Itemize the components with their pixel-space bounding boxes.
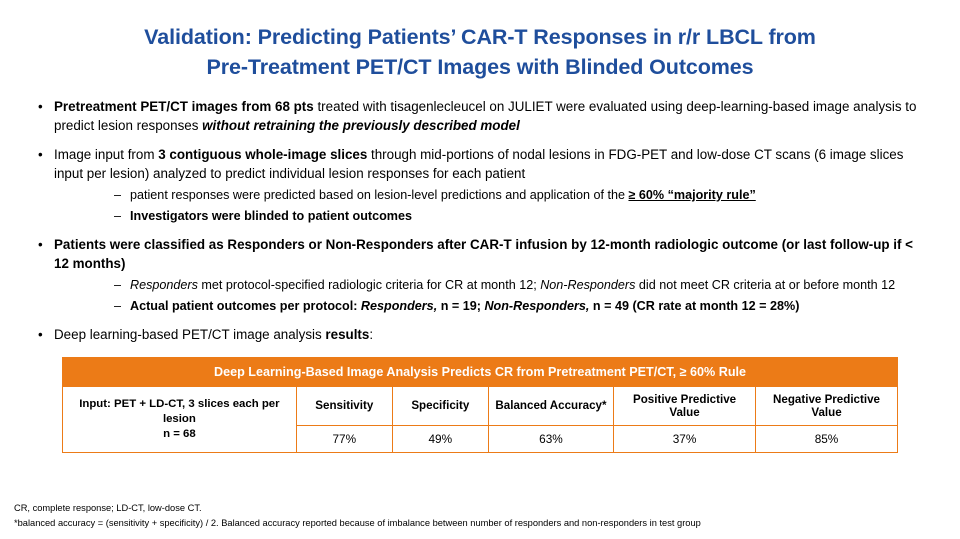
sub-bullet-2-2-text: Investigators were blinded to patient outcomes <box>130 208 413 223</box>
footnote-2: *balanced accuracy = (sensitivity + specificity) / 2. Balanced accuracy reported because of imbalance between number of responders and non-responders in test group <box>14 518 701 528</box>
bullet-item-4 <box>36 326 930 345</box>
sub-3-1-seg-1: Responders <box>130 278 198 292</box>
table-header-specificity: Specificity <box>392 386 488 425</box>
sub-2-1-seg-2: ≥ 60% “majority rule” <box>628 188 756 202</box>
sub-bullet-3-2 <box>114 298 930 316</box>
footnote-1: CR, complete response; LD-CT, low-dose CT. <box>14 503 202 513</box>
dash-glyph: – <box>114 278 122 292</box>
table-header-balanced-accuracy: Balanced Accuracy* <box>488 386 613 425</box>
table-value-sensitivity: 77% <box>296 425 392 452</box>
results-table-wrapper <box>0 357 960 453</box>
bullet-1-seg-3: treated with tisagenlecleucel on JULIET were evaluated using deep-learning-based image analysis to predict lesion responses <box>54 99 917 133</box>
sub-3-2-seg-1: Actual patient outcomes per protocol: <box>130 298 361 313</box>
bullet-item-3 <box>36 236 930 315</box>
sub-bullet-3-1-text <box>130 278 895 292</box>
bullet-1-seg-2: 68 pts <box>275 99 314 114</box>
sub-2-1-seg-1: patient responses were predicted based on lesion-level predictions and application of the <box>130 188 629 202</box>
table-row-label-line1: Input: PET + LD-CT, 3 slices each per lesion <box>79 397 280 425</box>
sub-3-2-seg-4: Non-Responders, <box>484 298 590 313</box>
bullet-text-4 <box>54 327 373 342</box>
bullet-glyph: • <box>38 237 43 252</box>
results-table <box>62 357 898 453</box>
sub-bullet-2-1-text <box>130 188 756 202</box>
table-value-npv: 85% <box>756 425 898 452</box>
sub-bullet-2-1 <box>114 187 930 205</box>
table-banner-row <box>63 357 898 386</box>
sub-bullet-3-2-text <box>130 299 799 313</box>
table-header-ppv: Positive Predictive Value <box>614 386 756 425</box>
sub-bullet-2-2 <box>114 208 930 226</box>
bullet-4-seg-3: : <box>369 327 374 342</box>
title-line-1: Validation: Predicting Patients’ CAR-T Responses in r/r LBCL from <box>144 25 816 49</box>
bullet-list <box>36 98 930 345</box>
body-content <box>0 98 960 345</box>
sub-3-2-seg-5: n = 49 (CR rate at month 12 = 28%) <box>589 298 800 313</box>
bullet-glyph: • <box>38 327 43 342</box>
table-value-specificity: 49% <box>392 425 488 452</box>
bullet-4-seg-2: results <box>325 327 370 342</box>
table-header-sensitivity: Sensitivity <box>296 386 392 425</box>
bullet-glyph: • <box>38 99 43 114</box>
bullet-1-seg-4: without retraining the previously described model <box>202 117 520 133</box>
table-banner-title: Deep Learning-Based Image Analysis Predicts CR from Pretreatment PET/CT, ≥ 60% Rule <box>63 357 898 386</box>
bullet-item-2 <box>36 146 930 225</box>
bullet-glyph: • <box>38 147 43 162</box>
dash-glyph: – <box>114 298 122 313</box>
bullet-4-seg-1: Deep learning-based PET/CT image analysis <box>54 327 326 342</box>
sub-bullet-list-2 <box>54 187 930 225</box>
table-row-label <box>63 386 297 452</box>
bullet-text-3: Patients were classified as Responders or Non-Responders after CAR-T infusion by 12-month radiologic outcome (or last follow-up if < 12 months) <box>54 237 913 271</box>
sub-bullet-3-1 <box>114 277 930 295</box>
table-header-npv: Negative Predictive Value <box>756 386 898 425</box>
dash-glyph: – <box>114 188 122 202</box>
table-value-ppv: 37% <box>614 425 756 452</box>
sub-3-2-seg-3: n = 19; <box>437 298 485 313</box>
bullet-text-2 <box>54 147 903 181</box>
sub-bullet-list-3 <box>54 277 930 315</box>
dash-glyph: – <box>114 208 122 223</box>
bullet-2-seg-2: 3 contiguous whole-image slices <box>158 147 368 162</box>
footnotes <box>14 501 701 531</box>
sub-3-2-seg-2: Responders, <box>360 298 438 313</box>
bullet-2-seg-3: through mid-portions of nodal lesions in FDG-PET and low-dose CT scans (6 image slices input per lesion) analyzed to predict individual lesion responses for each patient <box>54 147 904 181</box>
table-row-label-line2: n = 68 <box>163 427 196 440</box>
sub-3-1-seg-3: Non-Responders <box>540 278 636 292</box>
bullet-item-1 <box>36 98 930 135</box>
bullet-text-1 <box>54 99 916 133</box>
sub-3-1-seg-2: met protocol-specified radiologic criteria for CR at month 12; <box>197 278 541 292</box>
page-title <box>0 0 960 82</box>
table-header-row <box>63 386 898 425</box>
sub-3-1-seg-4: did not meet CR criteria at or before month 12 <box>635 278 896 292</box>
bullet-2-seg-1: Image input from <box>54 147 159 162</box>
table-value-balanced-accuracy: 63% <box>488 425 613 452</box>
title-line-2: Pre-Treatment PET/CT Images with Blinded Outcomes <box>206 55 754 79</box>
bullet-1-seg-1: Pretreatment PET/CT images from <box>54 99 276 114</box>
